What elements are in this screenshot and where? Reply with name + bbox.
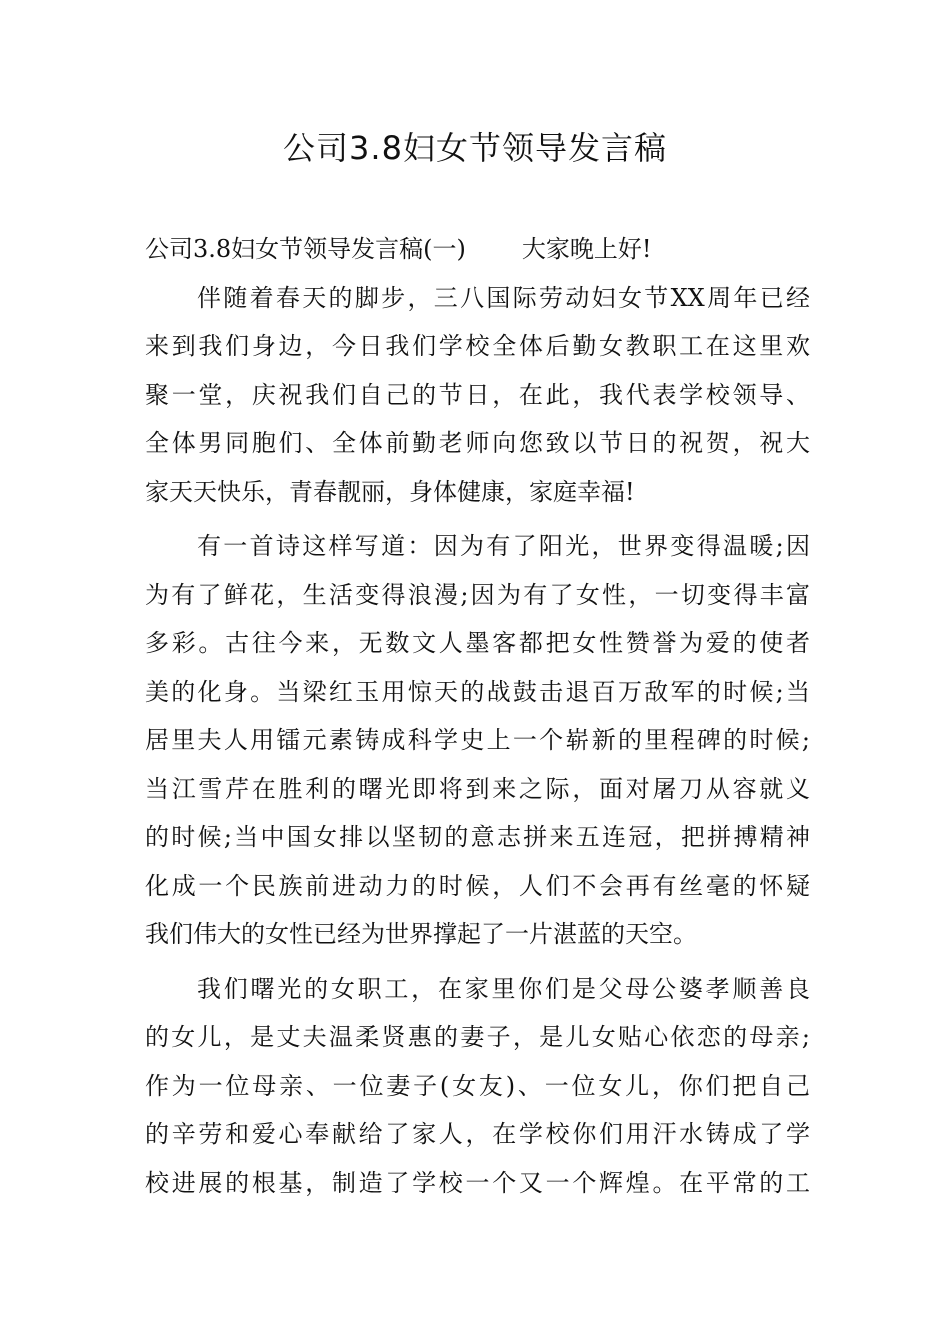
paragraph-line: 家天天快乐，青春靓丽，身体健康，家庭幸福!: [145, 477, 635, 506]
document-body: [145, 225, 810, 1207]
paragraph-line: 聚一堂，庆祝我们自己的节日，在此，我代表学校领导、: [145, 380, 810, 409]
paragraph-3: [145, 965, 810, 1208]
paragraph-line: 作为一位母亲、一位妻子(女友)、一位女儿，你们把自己: [145, 1071, 810, 1100]
paragraph-line: 居里夫人用镭元素铸成科学史上一个崭新的里程碑的时候;: [145, 726, 810, 754]
paragraph-line: 的女儿，是丈夫温柔贤惠的妻子，是儿女贴心依恋的母亲;: [145, 1023, 810, 1051]
greeting: 大家晚上好!: [521, 235, 652, 263]
paragraph-line: 为有了鲜花，生活变得浪漫;因为有了女性，一切变得丰富: [145, 580, 810, 609]
paragraph-line: 美的化身。当梁红玉用惊天的战鼓击退百万敌军的时候;当: [145, 677, 810, 706]
paragraph-line: 的辛劳和爱心奉献给了家人，在学校你们用汗水铸成了学: [145, 1120, 810, 1148]
paragraph-line: 我们伟大的女性已经为世界撑起了一片湛蓝的天空。: [145, 920, 697, 948]
paragraph-1: [145, 274, 810, 517]
paragraph-2: [145, 522, 810, 959]
paragraph-line: 多彩。古往今来，无数文人墨客都把女性赞誉为爱的使者: [145, 629, 810, 657]
paragraph-line: 有一首诗这样写道：因为有了阳光，世界变得温暖;因: [197, 532, 810, 560]
paragraph-line: 的时候;当中国女排以坚韧的意志拼来五连冠，把拼搏精神: [145, 823, 810, 851]
heading-line: [145, 225, 810, 274]
paragraph-line: 校进展的根基，制造了学校一个又一个辉煌。在平常的工: [145, 1168, 810, 1197]
subtitle: 公司3.8妇女节领导发言稿(一): [145, 235, 466, 263]
paragraph-line: 全体男同胞们、全体前勤老师向您致以节日的祝贺，祝大: [145, 429, 810, 457]
paragraph-line: 当江雪芹在胜利的曙光即将到来之际，面对屠刀从容就义: [145, 774, 810, 803]
paragraph-line: 化成一个民族前进动力的时候，人们不会再有丝毫的怀疑: [145, 871, 810, 900]
paragraph-line: 我们曙光的女职工，在家里你们是父母公婆孝顺善良: [197, 974, 810, 1003]
paragraph-line: 来到我们身边，今日我们学校全体后勤女教职工在这里欢: [145, 332, 810, 360]
paragraph-line: 伴随着春天的脚步，三八国际劳动妇女节XX周年已经: [197, 283, 810, 312]
document-title: 公司3.8妇女节领导发言稿: [283, 129, 667, 167]
